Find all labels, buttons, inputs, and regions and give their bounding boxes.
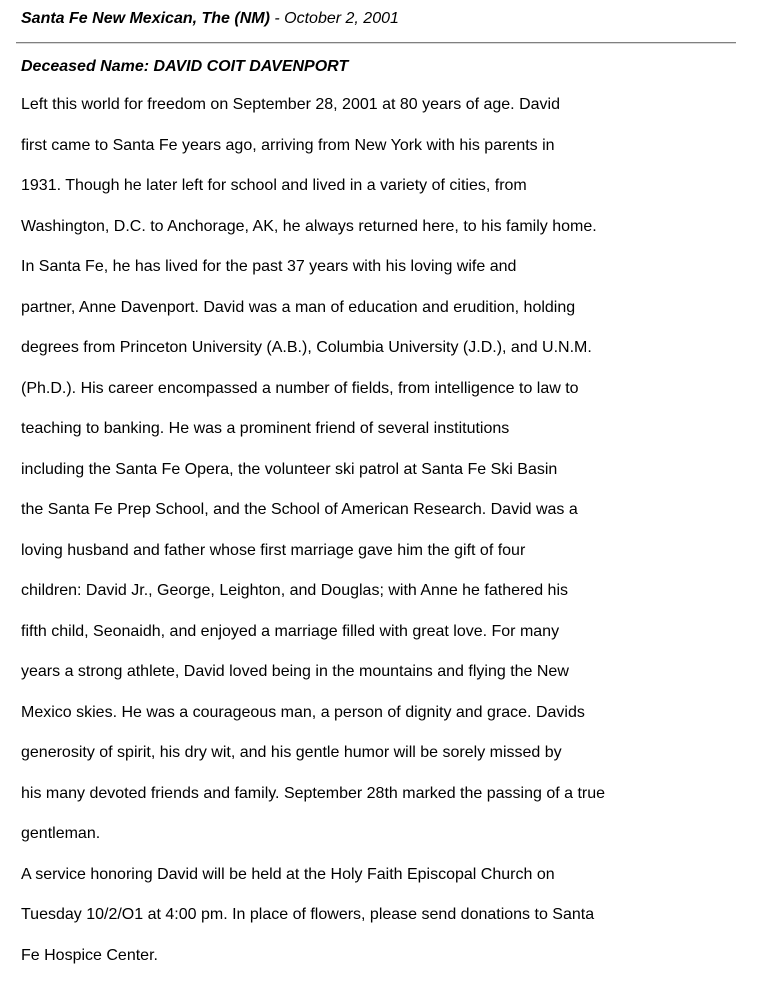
obituary-line: gentleman.	[21, 823, 746, 864]
deceased-heading	[21, 56, 348, 78]
obituary-line: fifth child, Seonaidh, and enjoyed a marriage filled with great love. For many	[21, 621, 746, 662]
obituary-line: including the Santa Fe Opera, the volunteer ski patrol at Santa Fe Ski Basin	[21, 459, 746, 500]
obituary-line: Left this world for freedom on September 28, 2001 at 80 years of age. David	[21, 94, 746, 135]
obituary-line: teaching to banking. He was a prominent friend of several institutions	[21, 418, 746, 459]
obituary-line: Mexico skies. He was a courageous man, a person of dignity and grace. Davids	[21, 702, 746, 743]
deceased-name: DAVID COIT DAVENPORT	[154, 58, 349, 75]
obituary-line: partner, Anne Davenport. David was a man of education and erudition, holding	[21, 297, 746, 338]
obituary-line: Fe Hospice Center.	[21, 945, 746, 985]
obituary-line: first came to Santa Fe years ago, arriving from New York with his parents in	[21, 135, 746, 176]
obituary-line: generosity of spirit, his dry wit, and his gentle humor will be sorely missed by	[21, 742, 746, 783]
obituary-line: children: David Jr., George, Leighton, and Douglas; with Anne he fathered his	[21, 580, 746, 621]
obituary-line: Tuesday 10/2/O1 at 4:00 pm. In place of flowers, please send donations to Santa	[21, 904, 746, 945]
obituary-line: years a strong athlete, David loved being in the mountains and flying the New	[21, 661, 746, 702]
obituary-line: (Ph.D.). His career encompassed a number of fields, from intelligence to law to	[21, 378, 746, 419]
obituary-line: the Santa Fe Prep School, and the School of American Research. David was a	[21, 499, 746, 540]
obituary-line: loving husband and father whose first marriage gave him the gift of four	[21, 540, 746, 581]
newspaper-name: Santa Fe New Mexican, The (NM)	[21, 10, 270, 27]
obituary-line: A service honoring David will be held at the Holy Faith Episcopal Church on	[21, 864, 746, 905]
header-separator: -	[270, 10, 284, 27]
obituary-line: degrees from Princeton University (A.B.), Columbia University (J.D.), and U.N.M.	[21, 337, 746, 378]
publication-header	[21, 8, 399, 30]
obituary-line: his many devoted friends and family. September 28th marked the passing of a true	[21, 783, 746, 824]
obituary-line: Washington, D.C. to Anchorage, AK, he always returned here, to his family home.	[21, 216, 746, 257]
obituary-line: 1931. Though he later left for school and lived in a variety of cities, from	[21, 175, 746, 216]
publication-date: October 2, 2001	[284, 10, 399, 27]
obituary-body	[21, 94, 746, 985]
header-divider	[16, 42, 736, 44]
deceased-label: Deceased Name:	[21, 58, 149, 75]
obituary-line: In Santa Fe, he has lived for the past 37 years with his loving wife and	[21, 256, 746, 297]
